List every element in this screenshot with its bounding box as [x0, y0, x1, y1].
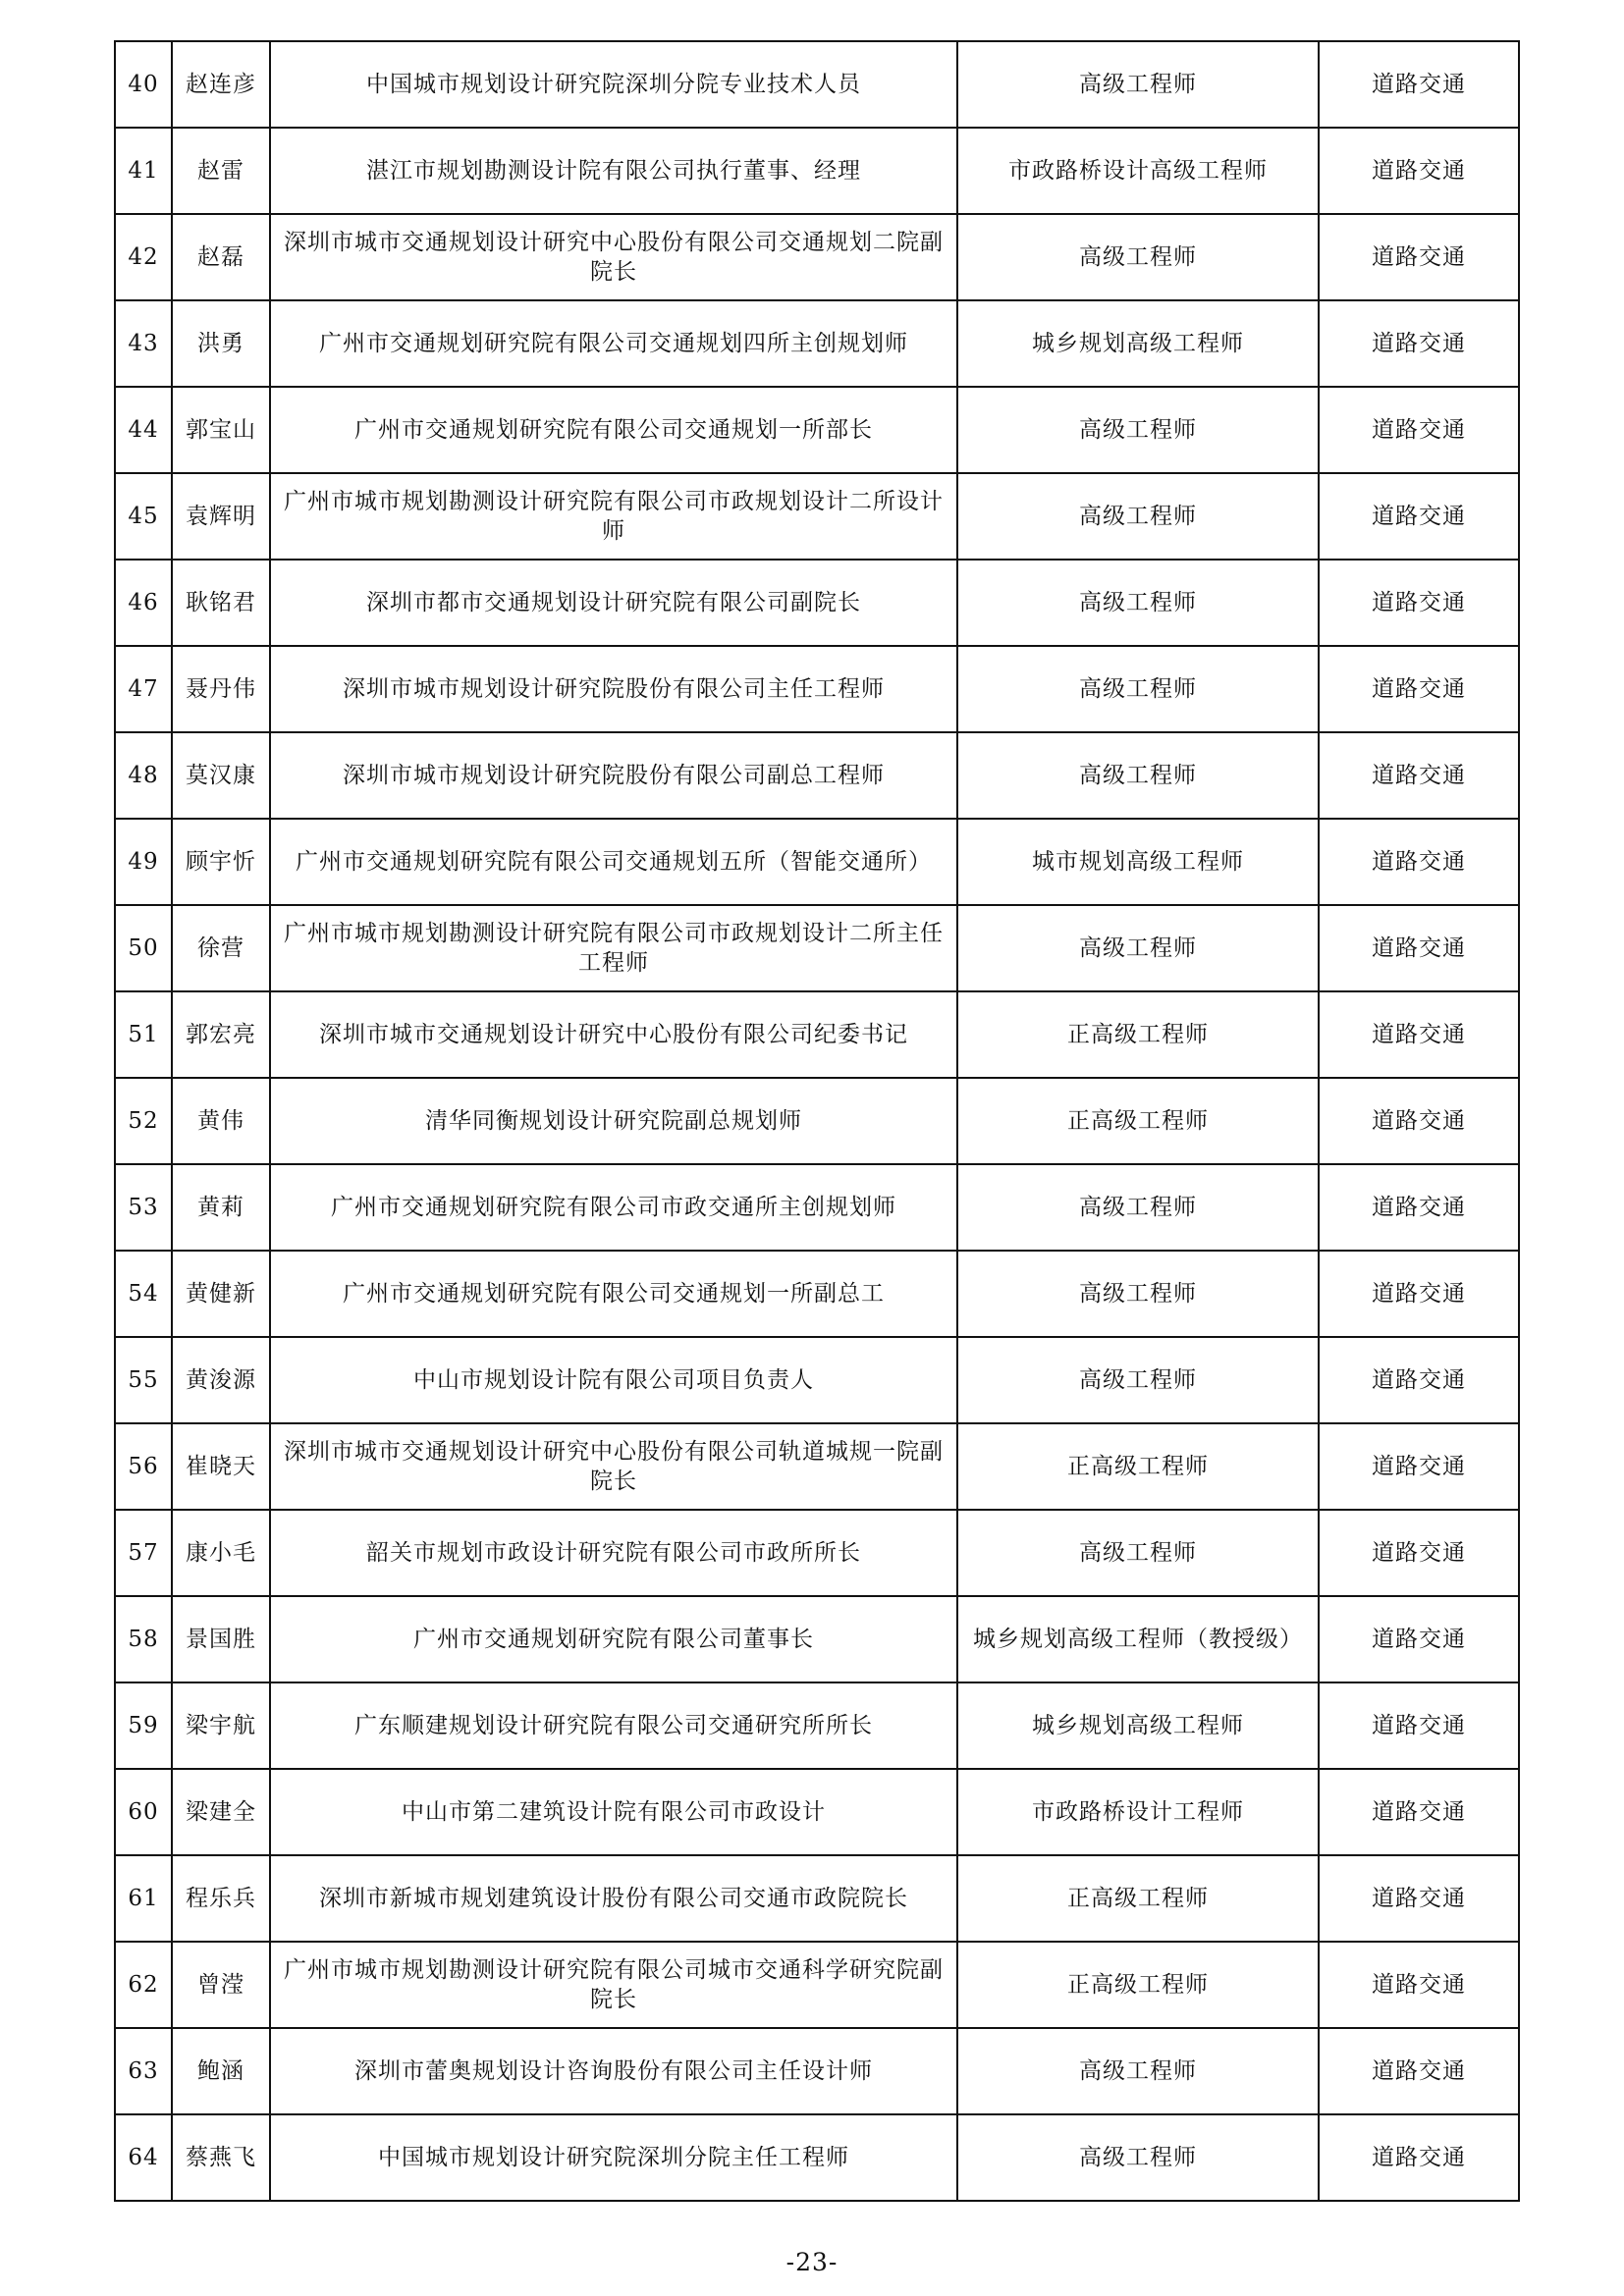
cell-professional-title: 高级工程师 — [957, 214, 1319, 300]
cell-number: 54 — [115, 1251, 172, 1337]
cell-number: 51 — [115, 991, 172, 1078]
cell-name: 赵磊 — [172, 214, 270, 300]
cell-professional-title: 高级工程师 — [957, 646, 1319, 732]
table-row — [115, 1423, 1519, 1510]
cell-professional-title: 高级工程师 — [957, 2114, 1319, 2201]
table-row — [115, 1596, 1519, 1682]
cell-specialty-field: 道路交通 — [1319, 819, 1519, 905]
cell-name: 耿铭君 — [172, 560, 270, 646]
table-row — [115, 1682, 1519, 1769]
cell-specialty-field: 道路交通 — [1319, 128, 1519, 214]
table-row — [115, 905, 1519, 991]
cell-professional-title: 城乡规划高级工程师 — [957, 1682, 1319, 1769]
roster-body — [115, 41, 1519, 2201]
cell-unit-position: 中山市规划设计院有限公司项目负责人 — [270, 1337, 957, 1423]
page-number: -23- — [785, 2248, 839, 2276]
table-row — [115, 387, 1519, 473]
cell-specialty-field: 道路交通 — [1319, 1510, 1519, 1596]
cell-professional-title: 城市规划高级工程师 — [957, 819, 1319, 905]
cell-professional-title: 市政路桥设计高级工程师 — [957, 128, 1319, 214]
cell-professional-title: 高级工程师 — [957, 1164, 1319, 1251]
cell-unit-position: 深圳市城市规划设计研究院股份有限公司主任工程师 — [270, 646, 957, 732]
cell-number: 50 — [115, 905, 172, 991]
cell-name: 聂丹伟 — [172, 646, 270, 732]
cell-unit-position: 深圳市蕾奥规划设计咨询股份有限公司主任设计师 — [270, 2028, 957, 2114]
cell-name: 黄伟 — [172, 1078, 270, 1164]
cell-professional-title: 高级工程师 — [957, 1337, 1319, 1423]
cell-number: 62 — [115, 1942, 172, 2028]
cell-name: 黄浚源 — [172, 1337, 270, 1423]
cell-unit-position: 广州市交通规划研究院有限公司市政交通所主创规划师 — [270, 1164, 957, 1251]
cell-name: 曾滢 — [172, 1942, 270, 2028]
table-row — [115, 473, 1519, 560]
cell-number: 60 — [115, 1769, 172, 1855]
table-row — [115, 2114, 1519, 2201]
cell-professional-title: 市政路桥设计工程师 — [957, 1769, 1319, 1855]
cell-specialty-field: 道路交通 — [1319, 387, 1519, 473]
cell-professional-title: 高级工程师 — [957, 387, 1319, 473]
cell-name: 蔡燕飞 — [172, 2114, 270, 2201]
cell-specialty-field: 道路交通 — [1319, 1251, 1519, 1337]
cell-name: 程乐兵 — [172, 1855, 270, 1942]
cell-specialty-field: 道路交通 — [1319, 41, 1519, 128]
cell-specialty-field: 道路交通 — [1319, 300, 1519, 387]
cell-specialty-field: 道路交通 — [1319, 1769, 1519, 1855]
cell-unit-position: 深圳市城市交通规划设计研究中心股份有限公司交通规划二院副院长 — [270, 214, 957, 300]
cell-specialty-field: 道路交通 — [1319, 560, 1519, 646]
cell-number: 52 — [115, 1078, 172, 1164]
cell-specialty-field: 道路交通 — [1319, 732, 1519, 819]
cell-unit-position: 广东顺建规划设计研究院有限公司交通研究所所长 — [270, 1682, 957, 1769]
cell-name: 黄莉 — [172, 1164, 270, 1251]
cell-number: 40 — [115, 41, 172, 128]
cell-unit-position: 中山市第二建筑设计院有限公司市政设计 — [270, 1769, 957, 1855]
cell-unit-position: 广州市交通规划研究院有限公司董事长 — [270, 1596, 957, 1682]
cell-number: 64 — [115, 2114, 172, 2201]
cell-name: 赵雷 — [172, 128, 270, 214]
cell-number: 56 — [115, 1423, 172, 1510]
cell-specialty-field: 道路交通 — [1319, 1855, 1519, 1942]
cell-specialty-field: 道路交通 — [1319, 991, 1519, 1078]
cell-number: 57 — [115, 1510, 172, 1596]
cell-professional-title: 高级工程师 — [957, 732, 1319, 819]
cell-unit-position: 湛江市规划勘测设计院有限公司执行董事、经理 — [270, 128, 957, 214]
cell-unit-position: 广州市交通规划研究院有限公司交通规划四所主创规划师 — [270, 300, 957, 387]
cell-specialty-field: 道路交通 — [1319, 905, 1519, 991]
cell-number: 46 — [115, 560, 172, 646]
cell-specialty-field: 道路交通 — [1319, 1423, 1519, 1510]
cell-unit-position: 广州市交通规划研究院有限公司交通规划五所（智能交通所） — [270, 819, 957, 905]
cell-professional-title: 正高级工程师 — [957, 1855, 1319, 1942]
table-row — [115, 1251, 1519, 1337]
cell-name: 梁宇航 — [172, 1682, 270, 1769]
cell-name: 黄健新 — [172, 1251, 270, 1337]
cell-number: 61 — [115, 1855, 172, 1942]
cell-name: 景国胜 — [172, 1596, 270, 1682]
cell-number: 48 — [115, 732, 172, 819]
cell-number: 49 — [115, 819, 172, 905]
cell-number: 59 — [115, 1682, 172, 1769]
cell-professional-title: 高级工程师 — [957, 560, 1319, 646]
cell-name: 莫汉康 — [172, 732, 270, 819]
cell-unit-position: 深圳市城市交通规划设计研究中心股份有限公司轨道城规一院副院长 — [270, 1423, 957, 1510]
cell-professional-title: 正高级工程师 — [957, 1942, 1319, 2028]
cell-name: 袁辉明 — [172, 473, 270, 560]
table-row — [115, 300, 1519, 387]
cell-number: 44 — [115, 387, 172, 473]
cell-professional-title: 高级工程师 — [957, 1510, 1319, 1596]
cell-number: 53 — [115, 1164, 172, 1251]
cell-unit-position: 广州市城市规划勘测设计研究院有限公司市政规划设计二所主任工程师 — [270, 905, 957, 991]
cell-name: 赵连彦 — [172, 41, 270, 128]
cell-unit-position: 韶关市规划市政设计研究院有限公司市政所所长 — [270, 1510, 957, 1596]
cell-professional-title: 正高级工程师 — [957, 1423, 1319, 1510]
cell-professional-title: 高级工程师 — [957, 2028, 1319, 2114]
cell-unit-position: 深圳市城市规划设计研究院股份有限公司副总工程师 — [270, 732, 957, 819]
cell-unit-position: 广州市交通规划研究院有限公司交通规划一所部长 — [270, 387, 957, 473]
cell-professional-title: 正高级工程师 — [957, 1078, 1319, 1164]
cell-name: 徐营 — [172, 905, 270, 991]
cell-number: 55 — [115, 1337, 172, 1423]
cell-professional-title: 城乡规划高级工程师 — [957, 300, 1319, 387]
cell-unit-position: 深圳市都市交通规划设计研究院有限公司副院长 — [270, 560, 957, 646]
table-row — [115, 1337, 1519, 1423]
table-row — [115, 214, 1519, 300]
cell-number: 43 — [115, 300, 172, 387]
cell-specialty-field: 道路交通 — [1319, 1164, 1519, 1251]
table-row — [115, 1510, 1519, 1596]
cell-name: 郭宏亮 — [172, 991, 270, 1078]
cell-unit-position: 广州市交通规划研究院有限公司交通规划一所副总工 — [270, 1251, 957, 1337]
cell-unit-position: 深圳市城市交通规划设计研究中心股份有限公司纪委书记 — [270, 991, 957, 1078]
cell-unit-position: 中国城市规划设计研究院深圳分院主任工程师 — [270, 2114, 957, 2201]
table-row — [115, 560, 1519, 646]
table-row — [115, 1078, 1519, 1164]
cell-unit-position: 清华同衡规划设计研究院副总规划师 — [270, 1078, 957, 1164]
cell-specialty-field: 道路交通 — [1319, 1596, 1519, 1682]
cell-specialty-field: 道路交通 — [1319, 1078, 1519, 1164]
table-row — [115, 819, 1519, 905]
cell-professional-title: 高级工程师 — [957, 905, 1319, 991]
table-row — [115, 128, 1519, 214]
cell-number: 58 — [115, 1596, 172, 1682]
cell-unit-position: 深圳市新城市规划建筑设计股份有限公司交通市政院院长 — [270, 1855, 957, 1942]
table-row — [115, 1942, 1519, 2028]
cell-specialty-field: 道路交通 — [1319, 1942, 1519, 2028]
table-row — [115, 1855, 1519, 1942]
cell-name: 鲍涵 — [172, 2028, 270, 2114]
cell-professional-title: 高级工程师 — [957, 473, 1319, 560]
cell-unit-position: 中国城市规划设计研究院深圳分院专业技术人员 — [270, 41, 957, 128]
cell-name: 郭宝山 — [172, 387, 270, 473]
table-row — [115, 991, 1519, 1078]
cell-name: 洪勇 — [172, 300, 270, 387]
table-row — [115, 646, 1519, 732]
expert-roster-table — [114, 40, 1520, 2202]
cell-number: 45 — [115, 473, 172, 560]
cell-number: 42 — [115, 214, 172, 300]
cell-professional-title: 城乡规划高级工程师（教授级） — [957, 1596, 1319, 1682]
cell-professional-title: 正高级工程师 — [957, 991, 1319, 1078]
table-row — [115, 1164, 1519, 1251]
table-row — [115, 41, 1519, 128]
cell-professional-title: 高级工程师 — [957, 1251, 1319, 1337]
cell-unit-position: 广州市城市规划勘测设计研究院有限公司城市交通科学研究院副院长 — [270, 1942, 957, 2028]
cell-number: 41 — [115, 128, 172, 214]
cell-specialty-field: 道路交通 — [1319, 2028, 1519, 2114]
cell-unit-position: 广州市城市规划勘测设计研究院有限公司市政规划设计二所设计师 — [270, 473, 957, 560]
cell-specialty-field: 道路交通 — [1319, 646, 1519, 732]
cell-name: 梁建全 — [172, 1769, 270, 1855]
table-row — [115, 732, 1519, 819]
cell-specialty-field: 道路交通 — [1319, 473, 1519, 560]
cell-name: 顾宇忻 — [172, 819, 270, 905]
cell-professional-title: 高级工程师 — [957, 41, 1319, 128]
table-row — [115, 1769, 1519, 1855]
table-row — [115, 2028, 1519, 2114]
cell-specialty-field: 道路交通 — [1319, 1337, 1519, 1423]
cell-specialty-field: 道路交通 — [1319, 214, 1519, 300]
cell-number: 47 — [115, 646, 172, 732]
cell-specialty-field: 道路交通 — [1319, 1682, 1519, 1769]
cell-name: 康小毛 — [172, 1510, 270, 1596]
cell-specialty-field: 道路交通 — [1319, 2114, 1519, 2201]
cell-name: 崔晓天 — [172, 1423, 270, 1510]
cell-number: 63 — [115, 2028, 172, 2114]
